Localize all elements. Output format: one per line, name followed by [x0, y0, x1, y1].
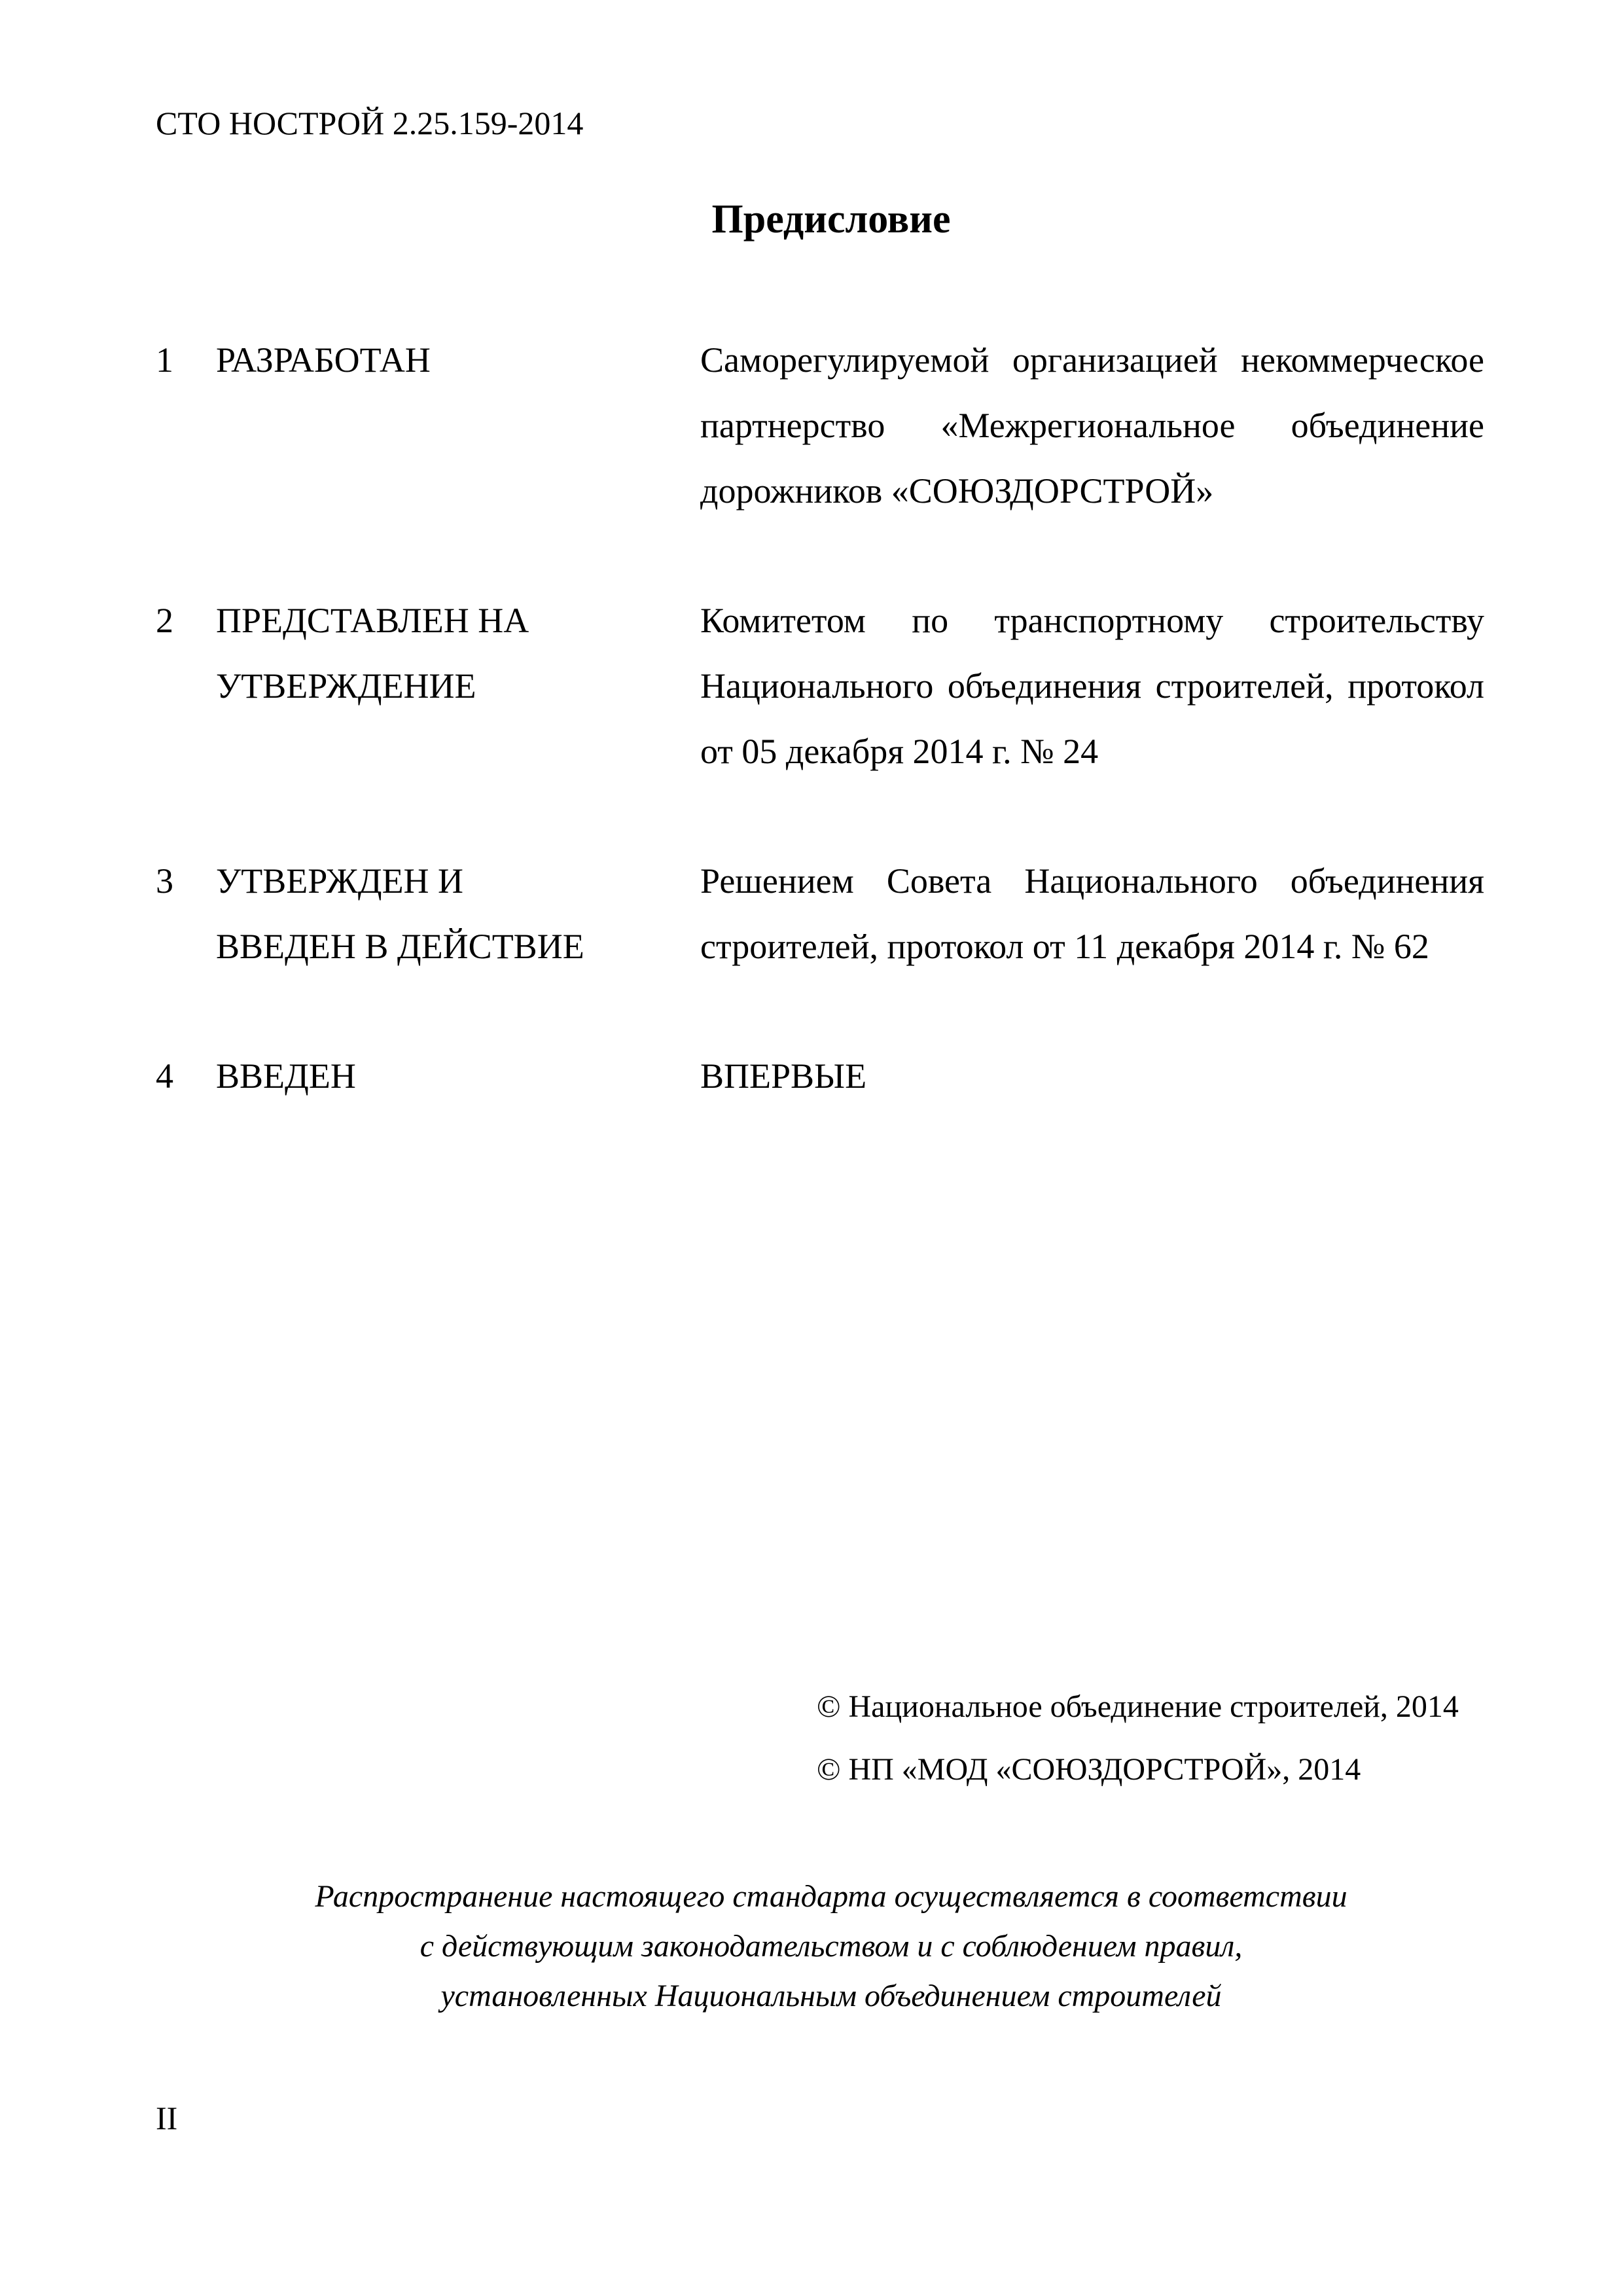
- entry-label: [216, 1043, 700, 1109]
- entry-text: Саморегулируемой организацией некоммерческое партнерство «Межрегиональное объединение дорожников «СОЮЗДОРСТРОЙ»: [700, 340, 1484, 511]
- preface-entry: [156, 327, 1484, 524]
- entry-text: Решением Совета Национального объединения строителей, протокол от 11 декабря 2014 г. № 62: [700, 861, 1484, 966]
- entry-label-line: ПРЕДСТАВЛЕН НА: [216, 601, 529, 640]
- distribution-notice: [0, 1872, 1623, 2021]
- entry-text: ВПЕРВЫЕ: [700, 1056, 867, 1096]
- page-number: II: [156, 2100, 178, 2136]
- preface-entry: [156, 848, 1484, 979]
- entry-label-line: РАЗРАБОТАН: [216, 340, 431, 380]
- entry-label: [216, 588, 700, 784]
- entry-text: Комитетом по транспортному строительству Национального объединения строителей, протокол от 05 декабря 2014 г. № 24: [700, 601, 1484, 771]
- copyright-line: © НП «МОД «СОЮЗДОРСТРОЙ», 2014: [817, 1752, 1361, 1787]
- notice-line: установленных Национальным объединением строителей: [440, 1979, 1222, 2013]
- preface-entry: [156, 1043, 1484, 1109]
- entry-number: 3: [156, 861, 173, 901]
- preface-entries: [156, 327, 1484, 1173]
- entry-label: [216, 848, 700, 979]
- entry-number: 1: [156, 340, 173, 380]
- entry-label: [216, 327, 700, 524]
- entry-label-line: ВВЕДЕН В ДЕЙСТВИЕ: [216, 927, 584, 966]
- entry-label-line: УТВЕРЖДЕН И: [216, 861, 464, 901]
- page-title: Предисловие: [711, 197, 951, 242]
- copyright-line: © Национальное объединение строителей, 2014: [817, 1689, 1459, 1724]
- preface-entry: [156, 588, 1484, 784]
- entry-number: 2: [156, 601, 173, 640]
- notice-line: с действующим законодательством и с соблюдением правил,: [419, 1929, 1243, 1964]
- copyright-block: [817, 1676, 1459, 1801]
- notice-line: Распространение настоящего стандарта осуществляется в соответствии: [315, 1879, 1347, 1914]
- entry-number: 4: [156, 1056, 173, 1096]
- document-code: СТО НОСТРОЙ 2.25.159-2014: [156, 105, 584, 141]
- entry-label-line: ВВЕДЕН: [216, 1056, 356, 1096]
- entry-label-line: УТВЕРЖДЕНИЕ: [216, 666, 476, 706]
